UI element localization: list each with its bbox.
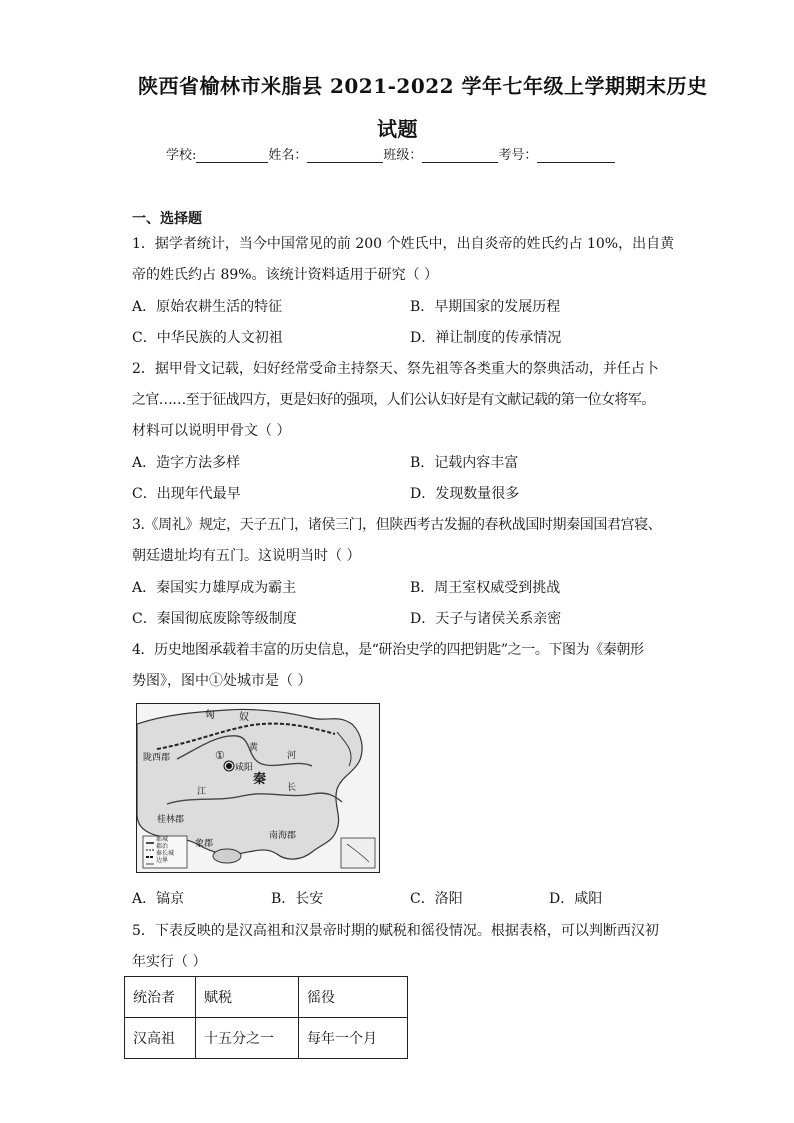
q3-option-c[interactable]: C．秦国彻底废除等级制度	[132, 611, 297, 627]
class-label: 班级：	[383, 148, 423, 163]
map-legend-border: 边界	[156, 857, 169, 864]
class-field[interactable]	[422, 148, 498, 163]
q2-line1: 2．据甲骨文记载，妇好经常受命主持祭天、祭先祖等各类重大的祭典活动，并任占卜	[132, 361, 659, 377]
map-label-xianyang: 咸阳	[235, 763, 254, 773]
table-cell-ruler: 汉高祖	[125, 1018, 196, 1059]
map-label-huang: 黄	[249, 743, 259, 753]
table-row	[125, 1018, 408, 1059]
q1-option-b[interactable]: B．早期国家的发展历程	[410, 299, 561, 315]
map-label-qin: 秦	[253, 772, 267, 787]
name-label: 姓名：	[268, 148, 308, 163]
table-header-row	[125, 977, 408, 1018]
map-label-longxi: 陇西郡	[143, 753, 171, 763]
q1-line1: 1．据学者统计，当今中国常见的前 200 个姓氏中，出自炎帝的姓氏约占 10%，出自黄	[132, 236, 675, 252]
section-heading: 一、选择题	[132, 211, 202, 227]
map-label-he: 河	[287, 751, 297, 761]
q2-line2: 之官……至于征战四方，更是妇好的强项，人们公认妇好是有文献记载的第一位女将军。	[132, 392, 655, 408]
tax-corvee-table	[124, 976, 408, 1059]
student-info-row	[166, 144, 615, 163]
map-legend-capital: 都城	[156, 836, 169, 843]
qin-dynasty-map	[136, 703, 380, 873]
map-label-chang: 长	[287, 783, 297, 793]
table-cell-tax: 十五分之一	[196, 1018, 299, 1059]
table-header-corvee: 徭役	[299, 977, 408, 1018]
map-label-jiang: 江	[197, 787, 207, 797]
q4-option-d[interactable]: D．咸阳	[549, 891, 603, 907]
q2-option-d[interactable]: D．发现数量很多	[410, 486, 520, 502]
q5-line1: 5．下表反映的是汉高祖和汉景帝时期的赋税和徭役情况。根据表格，可以判断西汉初	[132, 923, 659, 939]
q2-option-a[interactable]: A．造字方法多样	[132, 455, 241, 471]
q4-option-a[interactable]: A．镐京	[132, 891, 185, 907]
map-drawing	[137, 704, 379, 872]
table-header-ruler: 统治者	[125, 977, 196, 1018]
school-label: 学校:	[166, 148, 197, 163]
school-field[interactable]	[196, 148, 268, 163]
doc-title-line2: 试题	[377, 117, 418, 141]
q3-option-b[interactable]: B．周王室权威受到挑战	[410, 580, 561, 596]
q2-line3: 材料可以说明甲骨文（ ）	[132, 423, 291, 439]
q1-option-c[interactable]: C．中华民族的人文初祖	[132, 330, 283, 346]
table-header-tax: 赋税	[196, 977, 299, 1018]
doc-title-line1: 陕西省榆林市米脂县 2021-2022 学年七年级上学期期末历史	[138, 74, 708, 98]
exam-no-field[interactable]	[537, 148, 615, 163]
table-cell-corvee: 每年一个月	[299, 1018, 408, 1059]
q1-option-d[interactable]: D．禅让制度的传承情况	[410, 330, 562, 346]
map-marker-1: ①	[215, 749, 225, 762]
exam-no-label: 考号：	[498, 148, 538, 163]
map-label-guilin: 桂林郡	[157, 815, 185, 825]
q1-line2: 帝的姓氏约占 89%。该统计资料适用于研究（ ）	[132, 267, 439, 283]
q4-option-b[interactable]: B．长安	[271, 891, 324, 907]
q3-line1: 3.《周礼》规定，天子五门，诸侯三门，但陕西考古发掘的春秋战国时期秦国国君宫寝、	[132, 517, 662, 533]
q3-option-d[interactable]: D．天子与诸侯关系亲密	[410, 611, 562, 627]
map-label-xiong: 匈	[205, 710, 215, 721]
map-label-xiangjun: 象郡	[195, 839, 214, 849]
q2-option-c[interactable]: C．出现年代最早	[132, 486, 241, 502]
q3-line2: 朝廷遗址均有五门。这说明当时（ ）	[132, 548, 361, 564]
map-label-nu: 奴	[239, 712, 249, 723]
name-field[interactable]	[307, 148, 383, 163]
q4-line2: 势图》，图中①处城市是（ ）	[132, 673, 312, 689]
q1-option-a[interactable]: A．原始农耕生活的特征	[132, 299, 283, 315]
map-legend-commandery: 郡治	[156, 843, 169, 850]
q4-option-c[interactable]: C．洛阳	[410, 891, 463, 907]
q2-option-b[interactable]: B．记载内容丰富	[410, 455, 519, 471]
map-label-nanhai: 南海郡	[269, 831, 297, 841]
q3-option-a[interactable]: A．秦国实力雄厚成为霸主	[132, 580, 297, 596]
q5-line2: 年实行（ ）	[132, 954, 207, 970]
map-legend-wall: 秦长城	[156, 850, 175, 857]
q4-line1: 4．历史地图承载着丰富的历史信息，是“研治史学的四把钥匙”之一。下图为《秦朝形	[132, 642, 644, 658]
